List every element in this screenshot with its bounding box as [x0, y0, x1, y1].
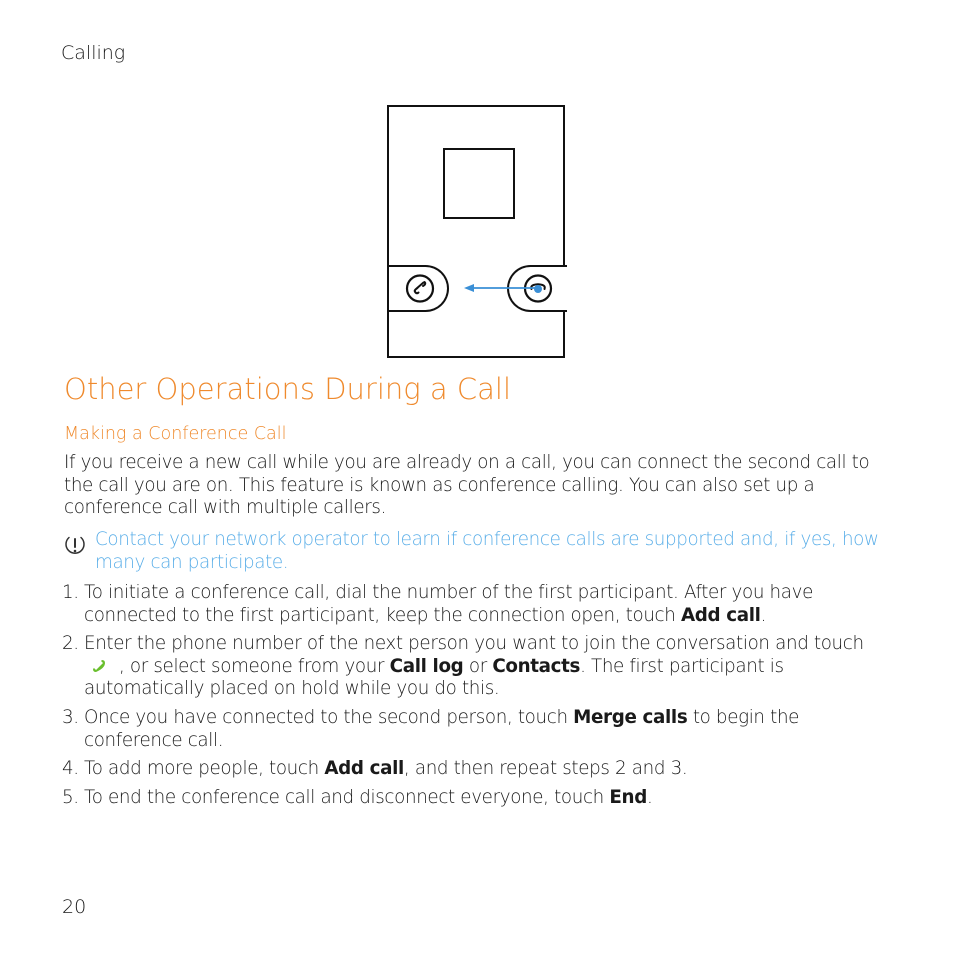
step-text: or	[463, 655, 493, 677]
list-item	[62, 582, 894, 627]
step-keyword: Add call	[324, 758, 404, 780]
step-number: 2.	[62, 633, 79, 655]
step-text: Enter the phone number of the next person you want to join the conversation and touch	[84, 633, 864, 655]
step-text: .	[760, 604, 767, 626]
page-number: 20	[62, 896, 87, 918]
phone-illustration	[387, 105, 565, 358]
swipe-arrow-icon	[462, 278, 542, 298]
step-number: 3.	[62, 707, 79, 729]
step-text: To add more people, touch	[84, 758, 325, 780]
steps-list	[62, 582, 894, 816]
step-text: .	[646, 787, 653, 809]
step-keyword: End	[609, 787, 647, 809]
step-text: To end the conference call and disconnect everyone, touch	[84, 787, 610, 809]
answer-call-icon	[389, 267, 447, 310]
step-keyword: Add call	[680, 604, 761, 626]
step-keyword: Merge calls	[573, 707, 688, 729]
step-number: 4.	[62, 758, 79, 780]
step-text: to begin the conference call.	[84, 707, 800, 751]
list-item	[62, 707, 894, 752]
step-text: To initiate a conference call, dial the number of the first participant. After you have connected to the first participant, keep the connection open, touch	[84, 582, 814, 626]
answer-call-button-graphic	[389, 265, 449, 312]
warning-icon	[64, 534, 86, 556]
screen-placeholder	[443, 148, 515, 219]
step-number: 5.	[62, 787, 79, 809]
step-keyword: Call log	[389, 655, 464, 677]
step-text: . The first participant is automatically placed on hold while you do this.	[84, 655, 784, 700]
step-text: , and then repeat steps 2 and 3.	[403, 758, 688, 780]
dial-phone-icon	[86, 658, 116, 674]
section-heading: Other Operations During a Call	[64, 372, 512, 406]
step-text: , or select someone from your	[119, 655, 390, 677]
running-header: Calling	[61, 42, 126, 64]
list-item	[62, 633, 894, 701]
subsection-heading: Making a Conference Call	[64, 424, 287, 444]
intro-paragraph: If you receive a new call while you are already on a call, you can connect the second call to the call you are on. This feature is known as conference calling. You can also set up a conference call with multiple callers.	[64, 452, 870, 518]
step-keyword: Contacts	[492, 655, 581, 677]
step-number: 1.	[62, 582, 79, 603]
list-item	[62, 787, 894, 810]
note-text: Contact your network operator to learn if conference calls are supported and, if yes, how many can participate.	[95, 529, 879, 573]
list-item	[62, 758, 894, 781]
step-text: Once you have connected to the second person, touch	[84, 707, 574, 729]
note-block	[64, 529, 894, 574]
